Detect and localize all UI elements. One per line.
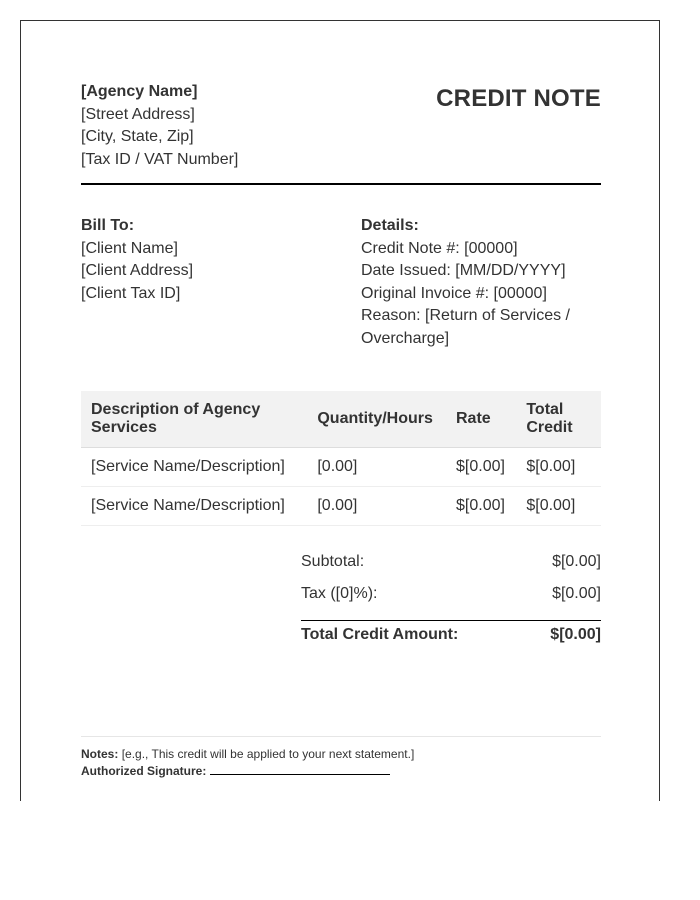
bill-to-block [81,215,341,305]
agency-city: [City, State, Zip] [81,128,194,145]
table-row [81,448,601,487]
agency-tax-id: [Tax ID / VAT Number] [81,150,239,168]
details-heading: Details: [361,217,419,234]
details-block [361,215,601,350]
signature-field[interactable] [210,763,390,775]
tax-value: $[0.00] [552,585,601,602]
original-invoice-number: Original Invoice #: [00000] [361,284,547,302]
col-header-description: Description of Agency Services [81,391,307,448]
services-table [81,391,601,526]
totals-block [301,550,601,655]
service-rate: $[0.00] [446,487,516,526]
agency-street: [Street Address] [81,105,195,123]
total-credit-label: Total Credit Amount: [301,626,459,643]
header-divider [81,183,601,185]
document-title: CREDIT NOTE [436,85,601,112]
tax-row [301,582,601,614]
document-header [81,81,601,183]
col-header-quantity: Quantity/Hours [307,391,446,448]
date-issued: Date Issued: [MM/DD/YYYY] [361,262,566,279]
col-header-total-credit: Total Credit [516,391,601,448]
table-header-row [81,391,601,448]
client-name: [Client Name] [81,239,178,257]
tax-label: Tax ([0]%): [301,585,378,602]
credit-note-number: Credit Note #: [00000] [361,239,518,257]
notes-line [81,746,601,763]
service-quantity: [0.00] [307,448,446,487]
agency-name: [Agency Name] [81,83,198,100]
col-header-rate: Rate [446,391,516,448]
info-section [81,215,601,391]
service-quantity: [0.00] [307,487,446,526]
credit-note-page [20,20,660,801]
service-total: $[0.00] [516,448,601,487]
subtotal-row [301,550,601,582]
service-description: [Service Name/Description] [81,487,307,526]
document-body [81,81,601,655]
signature-line [81,763,601,780]
subtotal-label: Subtotal: [301,553,365,570]
subtotal-value: $[0.00] [552,553,601,570]
client-tax-id: [Client Tax ID] [81,284,181,302]
total-credit-value: $[0.00] [550,626,601,643]
table-row [81,487,601,526]
signature-label: Authorized Signature: [81,764,207,778]
service-description: [Service Name/Description] [81,448,307,487]
notes-label: Notes: [81,747,119,761]
notes-text: [e.g., This credit will be applied to your next statement.] [121,747,415,761]
bill-to-heading: Bill To: [81,217,135,234]
service-total: $[0.00] [516,487,601,526]
total-credit-row [301,620,601,655]
service-rate: $[0.00] [446,448,516,487]
document-footer [81,736,601,780]
credit-reason: Reason: [Return of Services / Overcharge] [361,307,570,347]
client-address: [Client Address] [81,262,194,279]
